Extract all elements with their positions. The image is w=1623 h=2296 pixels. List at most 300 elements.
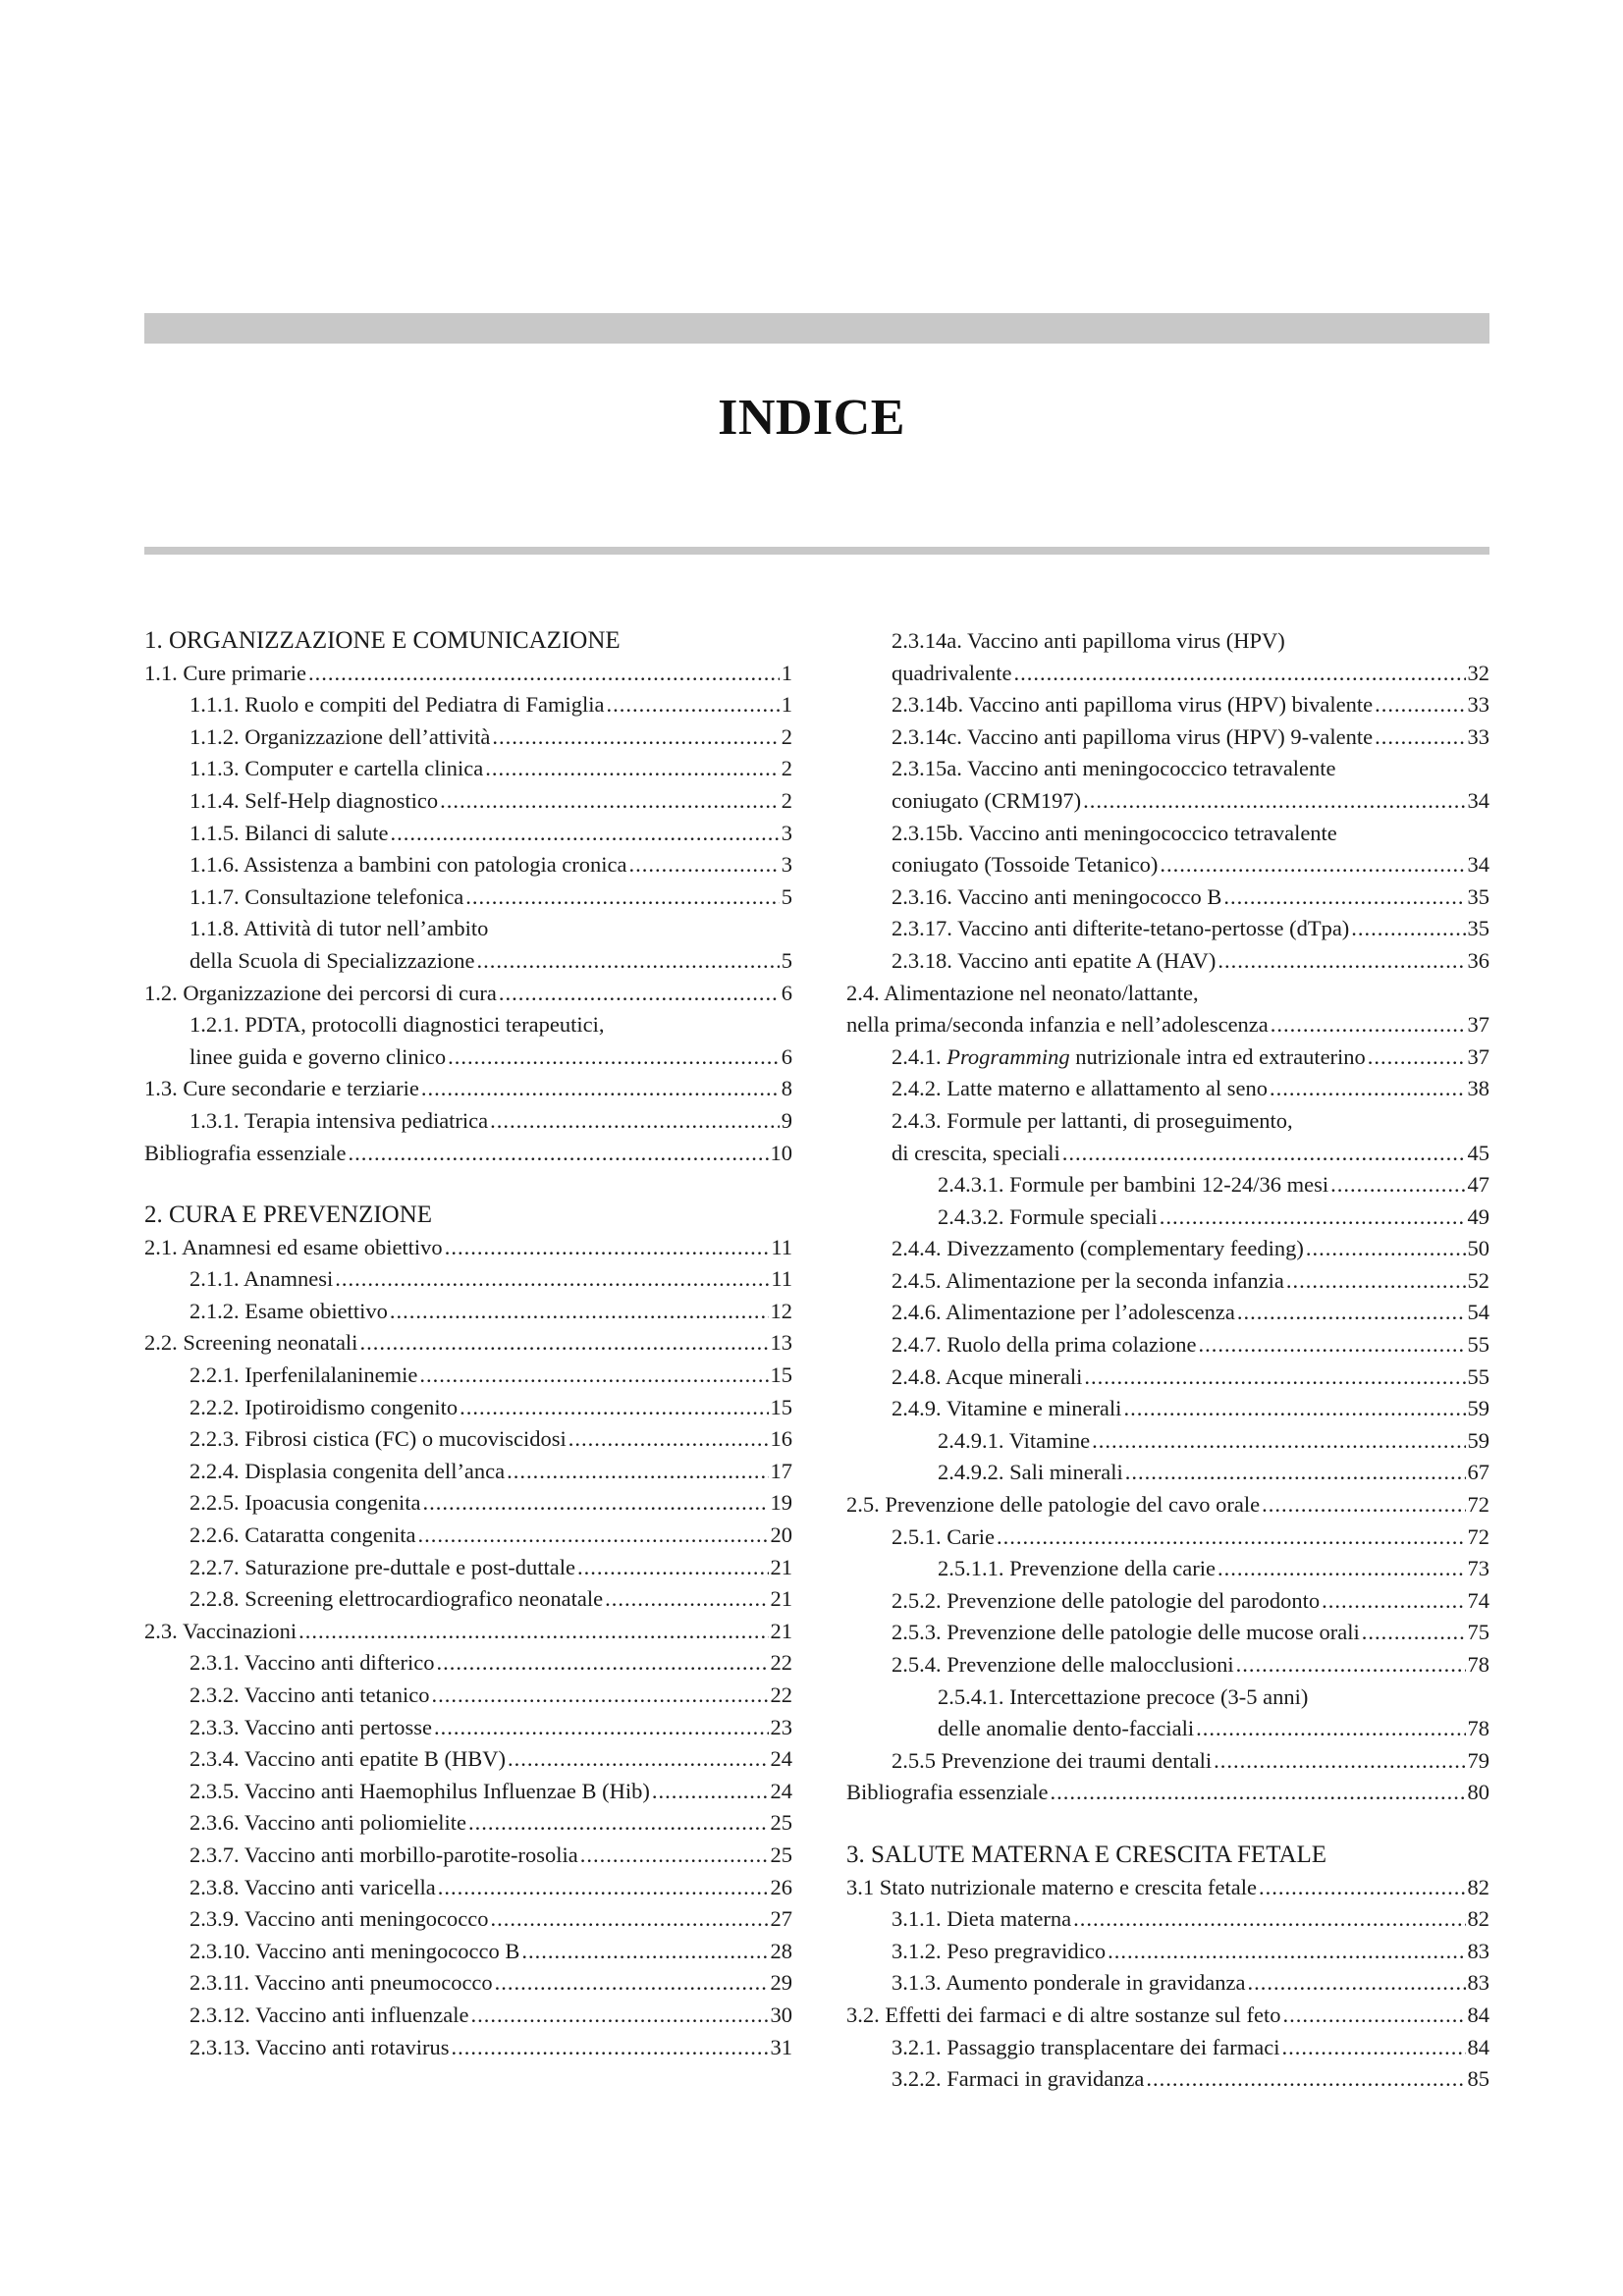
toc-page-number: 84 — [1467, 2002, 1489, 2027]
leader-dots — [1259, 1872, 1466, 1904]
toc-entry-title: 3.1.1. Dieta materna — [892, 1906, 1072, 1932]
leader-dots — [390, 1296, 769, 1328]
toc-entry-title: 2.3. Vaccinazioni — [144, 1618, 298, 1643]
toc-page-number: 11 — [771, 1266, 792, 1292]
leader-dots — [1286, 1265, 1466, 1298]
toc-entry-text-line: 2.4.3. Formule per lattanti, di proseguimento, — [892, 1107, 1293, 1133]
toc-page-number: 85 — [1467, 2066, 1489, 2092]
leader-dots — [1214, 1745, 1465, 1778]
leader-dots — [1248, 1967, 1466, 2000]
leader-dots — [432, 1680, 769, 1712]
leader-dots — [997, 1522, 1466, 1554]
toc-entry-title: 2.3.2. Vaccino anti tetanico — [189, 1682, 430, 1707]
toc-entry — [144, 1041, 792, 1074]
toc-entry — [846, 1777, 1489, 1809]
toc-entry — [846, 881, 1489, 914]
toc-entry — [846, 1073, 1489, 1105]
toc-entry — [144, 785, 792, 818]
toc-entry-title: 2.3.6. Vaccino anti poliomielite — [189, 1810, 467, 1836]
toc-entry — [846, 785, 1489, 818]
bottom-rule-bar — [144, 547, 1489, 555]
leader-dots — [1217, 945, 1465, 978]
toc-entry — [144, 2032, 792, 2064]
toc-entry-title: 2.4.9.1. Vitamine — [938, 1427, 1091, 1453]
top-rule-bar — [144, 313, 1489, 344]
toc-page-number: 25 — [770, 1810, 792, 1836]
toc-entry — [144, 1967, 792, 2000]
toc-page-number: 2 — [781, 787, 792, 813]
toc-entry — [846, 1009, 1489, 1041]
toc-page-number: 52 — [1467, 1267, 1489, 1293]
toc-entry-title: 1.1.5. Bilanci di salute — [189, 820, 389, 845]
toc-entry — [846, 689, 1489, 721]
toc-entry-title-rest: nutrizionale intra ed extrauterino — [1069, 1043, 1366, 1069]
leader-dots — [349, 1138, 769, 1170]
leader-dots — [485, 753, 779, 785]
toc-page-number: 15 — [770, 1394, 792, 1419]
toc-entry — [144, 1232, 792, 1264]
toc-entry-title: 2.2.4. Displasia congenita dell’anca — [189, 1458, 506, 1483]
toc-entry — [846, 1585, 1489, 1618]
toc-entry — [144, 1456, 792, 1488]
toc-entry — [144, 1138, 792, 1170]
toc-page-number: 73 — [1467, 1556, 1489, 1581]
toc-entry — [144, 2000, 792, 2032]
section-heading: 1. ORGANIZZAZIONE E COMUNICAZIONE — [144, 627, 621, 654]
toc-page-number: 23 — [770, 1714, 792, 1739]
toc-entry-text-line: 2.3.14a. Vaccino anti papilloma virus (HPV) — [892, 628, 1285, 653]
toc-entry — [144, 1680, 792, 1712]
toc-page-number: 84 — [1467, 2034, 1489, 2059]
leader-dots — [419, 1360, 768, 1392]
leader-dots — [471, 2000, 769, 2032]
toc-page-number: 5 — [781, 947, 792, 973]
toc-entry-title: 1.1.1. Ruolo e compiti del Pediatra di Famiglia — [189, 692, 605, 718]
toc-entry-title: 1.1.4. Self-Help diagnostico — [189, 787, 439, 813]
toc-page-number: 19 — [770, 1490, 792, 1516]
leader-dots — [1108, 1936, 1465, 1968]
toc-entry-title: 2.3.7. Vaccino anti morbillo-parotite-rosolia — [189, 1842, 578, 1867]
toc-entry-title: 2.3.10. Vaccino anti meningococco B — [189, 1938, 520, 1963]
toc-entry — [144, 1616, 792, 1648]
toc-entry-title: 2.3.5. Vaccino anti Haemophilus Influenzae B (Hib) — [189, 1778, 650, 1803]
toc-entry — [144, 1296, 792, 1328]
leader-dots — [460, 1392, 768, 1424]
toc-entry-title: 2.1.1. Anamnesi — [189, 1266, 334, 1292]
toc-entry — [846, 1713, 1489, 1745]
toc-entry-title: 2.4.6. Alimentazione per l’adolescenza — [892, 1300, 1235, 1325]
section-gap — [846, 1809, 1489, 1840]
toc-entry-text-line: 1.1.8. Attività di tutor nell’ambito — [189, 916, 489, 941]
toc-entry-title: Bibliografia essenziale — [144, 1140, 347, 1165]
leader-dots — [423, 1487, 769, 1520]
toc-entry-text-line: 2.3.15a. Vaccino anti meningococcico tetravalente — [892, 756, 1336, 781]
toc-entry-title: 2.3.1. Vaccino anti difterico — [189, 1650, 435, 1676]
toc-entry — [846, 913, 1489, 945]
toc-entry — [846, 1489, 1489, 1522]
toc-page-number: 75 — [1467, 1620, 1489, 1645]
leader-dots — [1092, 1425, 1465, 1458]
toc-entry — [846, 1265, 1489, 1298]
toc-page-number: 36 — [1467, 947, 1489, 973]
toc-entry — [144, 1105, 792, 1138]
leader-dots — [1223, 881, 1465, 914]
toc-entry — [144, 978, 792, 1010]
toc-page-number: 13 — [770, 1330, 792, 1356]
leader-dots — [1281, 2032, 1465, 2064]
toc-entry-title: 2.4.1. Programming nutrizionale intra ed extrauterino — [892, 1043, 1366, 1069]
toc-page-number: 30 — [770, 2002, 792, 2027]
toc-page-number: 15 — [770, 1362, 792, 1388]
toc-entry-title: 2.4.3.1. Formule per bambini 12-24/36 mesi — [938, 1172, 1329, 1198]
leader-dots — [390, 818, 779, 850]
toc-entry-title: 2.4.7. Ruolo della prima colazione — [892, 1332, 1197, 1358]
toc-entry-title: 3.2.2. Farmaci in gravidanza — [892, 2066, 1145, 2092]
leader-dots — [335, 1263, 769, 1296]
toc-page-number: 79 — [1467, 1747, 1489, 1773]
toc-entry — [144, 1520, 792, 1552]
toc-entry-title: 2.3.14c. Vaccino anti papilloma virus (HPV) 9-valente — [892, 723, 1374, 749]
toc-entry — [144, 1903, 792, 1936]
leader-dots — [1362, 1617, 1466, 1649]
toc-entry-title: 2.5.5 Prevenzione dei traumi dentali — [892, 1747, 1213, 1773]
toc-entry-text-line: 1.2.1. PDTA, protocolli diagnostici terapeutici, — [189, 1012, 605, 1038]
toc-entry — [846, 849, 1489, 881]
leader-dots — [468, 1807, 768, 1840]
toc-entry-title: 2.3.14b. Vaccino anti papilloma virus (HPV) bivalente — [892, 692, 1374, 718]
leader-dots — [434, 1712, 768, 1744]
toc-entry-title: 2.3.3. Vaccino anti pertosse — [189, 1714, 433, 1739]
toc-entry-title: 2.5.3. Prevenzione delle patologie delle mucose orali — [892, 1620, 1360, 1645]
toc-page-number: 35 — [1467, 883, 1489, 909]
toc-page-number: 34 — [1467, 787, 1489, 813]
leader-dots — [418, 1520, 769, 1552]
leader-dots — [1351, 913, 1465, 945]
leader-dots — [1160, 1201, 1466, 1234]
leader-dots — [465, 881, 779, 914]
toc-entry-title: 2.2.5. Ipoacusia congenita — [189, 1490, 421, 1516]
toc-entry — [846, 1138, 1489, 1170]
toc-entry — [144, 1840, 792, 1872]
toc-page-number: 32 — [1467, 660, 1489, 685]
toc-page-number: 22 — [770, 1650, 792, 1676]
toc-page-number: 54 — [1467, 1300, 1489, 1325]
toc-page-number: 59 — [1467, 1427, 1489, 1453]
leader-dots — [491, 1903, 769, 1936]
toc-page-number: 17 — [770, 1458, 792, 1483]
toc-entry — [846, 1425, 1489, 1458]
toc-page-number: 27 — [770, 1906, 792, 1932]
toc-entry — [846, 945, 1489, 978]
toc-entry-title: 3.2.1. Passaggio transplacentare dei farmaci — [892, 2034, 1280, 2059]
toc-entry — [144, 1743, 792, 1776]
toc-entry — [846, 2000, 1489, 2032]
toc-entry — [144, 1647, 792, 1680]
leader-dots — [298, 1616, 768, 1648]
toc-entry-title: 2.3.4. Vaccino anti epatite B (HBV) — [189, 1746, 507, 1772]
toc-page-number: 1 — [781, 692, 792, 718]
toc-entry-title: 1.3. Cure secondarie e terziarie — [144, 1076, 419, 1101]
toc-entry — [144, 1712, 792, 1744]
toc-page-number: 3 — [781, 852, 792, 878]
toc-entry — [846, 1393, 1489, 1425]
leader-dots — [490, 1105, 780, 1138]
leader-dots — [606, 689, 779, 721]
toc-entry — [144, 1776, 792, 1808]
leader-dots — [1013, 658, 1465, 690]
toc-page-number: 16 — [770, 1426, 792, 1452]
toc-entry-title: 2.3.18. Vaccino anti epatite A (HAV) — [892, 947, 1217, 973]
toc-page-number: 22 — [770, 1682, 792, 1707]
toc-entry — [846, 1362, 1489, 1394]
toc-entry — [846, 1617, 1489, 1649]
toc-page-number: 80 — [1467, 1780, 1489, 1805]
toc-entry — [144, 1263, 792, 1296]
toc-entry — [144, 1807, 792, 1840]
leader-dots — [1196, 1713, 1465, 1745]
toc-entry-title: 3.1.2. Peso pregravidico — [892, 1938, 1107, 1963]
leader-dots — [492, 721, 779, 754]
leader-dots — [1062, 1138, 1466, 1170]
leader-dots — [568, 1423, 769, 1456]
toc-page-number: 55 — [1467, 1332, 1489, 1358]
toc-entry-title: Bibliografia essenziale — [846, 1780, 1049, 1805]
toc-entry-title: 2.4.5. Alimentazione per la seconda infanzia — [892, 1267, 1284, 1293]
toc-page-number: 6 — [781, 980, 792, 1005]
toc-page-number: 2 — [781, 756, 792, 781]
toc-entry-title: coniugato (CRM197) — [892, 787, 1082, 813]
toc-entry-title: 2.3.11. Vaccino anti pneumococco — [189, 1970, 493, 1996]
toc-entry-title: 2.4.9.2. Sali minerali — [938, 1460, 1123, 1485]
toc-page-number: 11 — [771, 1234, 792, 1259]
toc-entry — [144, 1872, 792, 1904]
toc-entry — [846, 658, 1489, 690]
toc-page-number: 33 — [1467, 723, 1489, 749]
toc-entry — [846, 1872, 1489, 1904]
toc-entry-title: 1.3.1. Terapia intensiva pediatrica — [189, 1107, 489, 1133]
toc-entry — [144, 1360, 792, 1392]
toc-entry — [144, 1487, 792, 1520]
toc-entry-title: 2.3.17. Vaccino anti difterite-tetano-pertosse (dTpa) — [892, 916, 1350, 941]
toc-entry — [846, 1457, 1489, 1489]
toc-entry-title: 2.3.9. Vaccino anti meningococco — [189, 1906, 489, 1932]
toc-entry-emphasis: Programming — [947, 1043, 1070, 1069]
toc-entry-title: delle anomalie dento-facciali — [938, 1716, 1195, 1741]
leader-dots — [445, 1232, 770, 1264]
toc-page-number: 9 — [781, 1107, 792, 1133]
toc-page-number: 37 — [1467, 1012, 1489, 1038]
toc-entry-title: 2.4.3.2. Formule speciali — [938, 1203, 1158, 1229]
toc-page-number: 78 — [1467, 1652, 1489, 1677]
toc-entry-title: 2.4.8. Acque minerali — [892, 1363, 1083, 1389]
leader-dots — [1330, 1169, 1465, 1201]
toc-entry-title: 2.2.7. Saturazione pre-duttale e post-duttale — [189, 1554, 575, 1579]
toc-entry-title: 2.2.3. Fibrosi cistica (FC) o mucoviscidosi — [189, 1426, 567, 1452]
leader-dots — [580, 1840, 769, 1872]
leader-dots — [448, 1041, 780, 1074]
toc-entry-text-line: 2.5.4.1. Intercettazione precoce (3-5 anni) — [938, 1683, 1309, 1709]
toc-entry-text-line: 2.3.15b. Vaccino anti meningococcico tetravalente — [892, 820, 1337, 845]
toc-page-number: 72 — [1467, 1523, 1489, 1549]
toc-page-number: 26 — [770, 1874, 792, 1899]
toc-page-number: 37 — [1467, 1043, 1489, 1069]
leader-dots — [521, 1936, 768, 1968]
toc-entry-title: 3.1 Stato nutrizionale materno e crescita fetale — [846, 1874, 1257, 1899]
toc-entry — [144, 1936, 792, 1968]
toc-entry-title: 2.5. Prevenzione delle patologie del cavo orale — [846, 1492, 1261, 1518]
leader-dots — [1375, 689, 1465, 721]
toc-entry-title: 2.1. Anamnesi ed esame obiettivo — [144, 1234, 443, 1259]
toc-page-number: 31 — [770, 2034, 792, 2059]
toc-entry — [144, 1327, 792, 1360]
toc-entry — [144, 818, 792, 850]
toc-entry — [846, 1936, 1489, 1968]
toc-page-number: 34 — [1467, 852, 1489, 878]
toc-page-number: 5 — [781, 883, 792, 909]
page-title: INDICE — [718, 390, 905, 446]
toc-entry-title: 2.2.1. Iperfenilalaninemie — [189, 1362, 418, 1388]
leader-dots — [1306, 1233, 1466, 1265]
leader-dots — [477, 945, 780, 978]
toc-page-number: 78 — [1467, 1716, 1489, 1741]
toc-page-number: 35 — [1467, 916, 1489, 941]
toc-left-column — [144, 625, 792, 2063]
section-gap — [144, 1169, 792, 1200]
toc-entry — [144, 689, 792, 721]
toc-entry-title: 2.2. Screening neonatali — [144, 1330, 358, 1356]
toc-entry — [846, 1522, 1489, 1554]
toc-page-number: 82 — [1467, 1874, 1489, 1899]
toc-right-column — [846, 625, 1489, 2096]
leader-dots — [440, 785, 780, 818]
toc-entry-title: 2.4.2. Latte materno e allattamento al seno — [892, 1076, 1268, 1101]
toc-entry — [144, 1583, 792, 1616]
leader-dots — [1270, 1073, 1466, 1105]
toc-entry-title: 2.5.2. Prevenzione delle patologie del parodonto — [892, 1587, 1321, 1613]
toc-entry — [846, 1903, 1489, 1936]
toc-entry — [846, 1649, 1489, 1682]
toc-page-number: 83 — [1467, 1938, 1489, 1963]
leader-dots — [605, 1583, 768, 1616]
toc-entry — [846, 2063, 1489, 2096]
toc-page-number: 59 — [1467, 1396, 1489, 1421]
toc-page-number: 72 — [1467, 1492, 1489, 1518]
leader-dots — [421, 1073, 780, 1105]
toc-entry — [846, 1169, 1489, 1201]
leader-dots — [1073, 1903, 1465, 1936]
toc-entry — [846, 1329, 1489, 1362]
toc-page-number: 55 — [1467, 1363, 1489, 1389]
leader-dots — [1237, 1297, 1466, 1329]
toc-entry-title: 2.1.2. Esame obiettivo — [189, 1298, 388, 1323]
toc-entry-title: 2.2.8. Screening elettrocardiografico neonatale — [189, 1586, 604, 1612]
toc-entry-title: 3.2. Effetti dei farmaci e di altre sostanze sul feto — [846, 2002, 1281, 2027]
toc-entry-title: linee guida e governo clinico — [189, 1043, 447, 1069]
toc-page-number: 20 — [770, 1522, 792, 1548]
toc-page-number: 50 — [1467, 1236, 1489, 1261]
toc-page-number: 24 — [770, 1746, 792, 1772]
toc-page-number: 21 — [770, 1618, 792, 1643]
toc-entry-title: 1.1.3. Computer e cartella clinica — [189, 756, 484, 781]
leader-dots — [1051, 1777, 1466, 1809]
leader-dots — [1271, 1009, 1466, 1041]
toc-entry-title: 1.2. Organizzazione dei percorsi di cura — [144, 980, 497, 1005]
toc-entry-title: 2.3.12. Vaccino anti influenzale — [189, 2002, 469, 2027]
toc-entry — [846, 1041, 1489, 1074]
toc-entry — [144, 1423, 792, 1456]
toc-entry — [144, 1552, 792, 1584]
toc-entry — [144, 849, 792, 881]
section-heading: 2. CURA E PREVENZIONE — [144, 1201, 433, 1229]
section-heading: 3. SALUTE MATERNA E CRESCITA FETALE — [846, 1841, 1327, 1868]
leader-dots — [1146, 2063, 1465, 2096]
toc-entry — [144, 945, 792, 978]
toc-page-number: 83 — [1467, 1970, 1489, 1996]
toc-entry-title: 1.1.2. Organizzazione dell’attività — [189, 723, 491, 749]
leader-dots — [1368, 1041, 1466, 1074]
leader-dots — [359, 1327, 768, 1360]
leader-dots — [652, 1776, 769, 1808]
toc-entry-title: nella prima/seconda infanzia e nell’adolescenza — [846, 1012, 1269, 1038]
toc-entry-title: 2.2.6. Cataratta congenita — [189, 1522, 416, 1548]
toc-entry-title: 2.4.9. Vitamine e minerali — [892, 1396, 1122, 1421]
leader-dots — [1283, 2000, 1466, 2032]
leader-dots — [1123, 1393, 1465, 1425]
toc-page-number: 47 — [1467, 1172, 1489, 1198]
toc-entry — [846, 721, 1489, 754]
leader-dots — [1199, 1329, 1466, 1362]
toc-page-number: 74 — [1467, 1587, 1489, 1613]
toc-page-number: 29 — [770, 1970, 792, 1996]
leader-dots — [1262, 1489, 1465, 1522]
toc-page-number: 1 — [781, 660, 792, 685]
toc-entry-title: 1.1.7. Consultazione telefonica — [189, 883, 464, 909]
toc-entry — [144, 753, 792, 785]
toc-entry-title: 2.5.1. Carie — [892, 1523, 995, 1549]
toc-entry-title: 2.2.2. Ipotiroidismo congenito — [189, 1394, 459, 1419]
leader-dots — [629, 849, 780, 881]
toc-entry-title: 2.3.16. Vaccino anti meningococco B — [892, 883, 1222, 909]
leader-dots — [1083, 785, 1465, 818]
toc-page-number: 49 — [1467, 1203, 1489, 1229]
leader-dots — [1125, 1457, 1466, 1489]
leader-dots — [1236, 1649, 1466, 1682]
leader-dots — [452, 2032, 769, 2064]
toc-entry — [846, 1967, 1489, 2000]
toc-entry-title: 2.4.4. Divezzamento (complementary feeding) — [892, 1236, 1304, 1261]
toc-entry-title: 2.5.4. Prevenzione delle malocclusioni — [892, 1652, 1234, 1677]
toc-page-number: 21 — [770, 1586, 792, 1612]
toc-entry-title: 1.1. Cure primarie — [144, 660, 306, 685]
toc-entry-title: 2.5.1.1. Prevenzione della carie — [938, 1556, 1217, 1581]
toc-entry — [144, 658, 792, 690]
toc-page-number: 10 — [770, 1140, 792, 1165]
toc-entry-title: 1.1.6. Assistenza a bambini con patologia cronica — [189, 852, 627, 878]
toc-page-number: 12 — [770, 1298, 792, 1323]
toc-entry — [144, 881, 792, 914]
toc-entry-title: 3.1.3. Aumento ponderale in gravidanza — [892, 1970, 1246, 1996]
toc-page-number: 82 — [1467, 1906, 1489, 1932]
toc-page-number: 3 — [781, 820, 792, 845]
toc-entry — [144, 1073, 792, 1105]
toc-entry — [846, 1297, 1489, 1329]
toc-page-number: 21 — [770, 1554, 792, 1579]
toc-entry — [846, 1553, 1489, 1585]
leader-dots — [499, 978, 780, 1010]
toc-entry-title: quadrivalente — [892, 660, 1012, 685]
leader-dots — [507, 1456, 768, 1488]
toc-page-number: 33 — [1467, 692, 1489, 718]
